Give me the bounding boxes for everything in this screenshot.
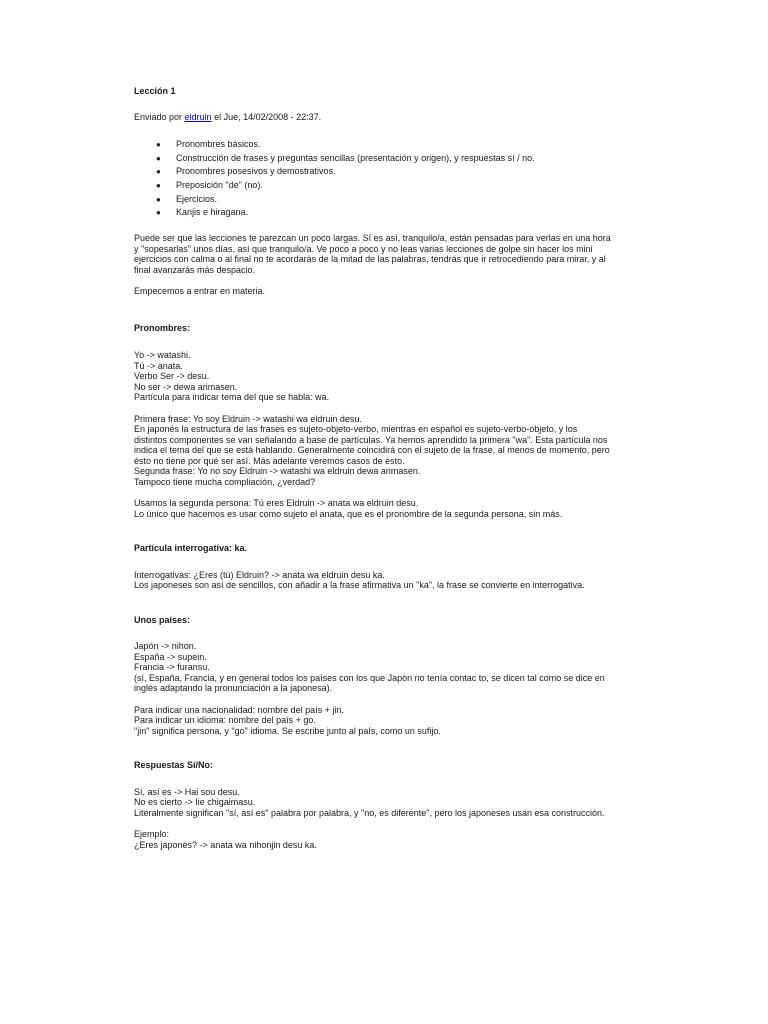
list-item (134, 179, 634, 193)
paragraph-line: Partícula para indicar tema del que se habla: wa. (134, 392, 330, 403)
paragraph-line: Ejemplo: (134, 829, 170, 840)
topic-text: Construcción de frases y preguntas sencillas (presentación y origen), y respuestas sí / no. (176, 152, 535, 163)
post-meta (134, 112, 634, 123)
bullet-icon: ● (156, 181, 161, 191)
paragraph-line: Los japoneses son así de sencillos, con añadir a la frase afirmativa un "ka", la frase se convierte en interrogativa. (134, 580, 585, 591)
paragraph-line: y "sopesarlas" unos días, así que tranquilo/a. Ve poco a poco y no leas varias lecciones de golpe sin hacer los mini (134, 243, 593, 254)
post-meta-prefix: Enviado por (134, 111, 185, 122)
paragraph-line: Interrogativas: ¿Eres (tú) Eldruin? -> anata wa eldruin desu ka. (134, 569, 385, 580)
list-item (134, 193, 634, 207)
paragraph-line: Usamos la segunda persona: Tú eres Eldruin -> anata wa eldruin desu. (134, 498, 419, 509)
paragraph-line: Francia -> furansu. (134, 662, 210, 673)
example-paragraph (134, 829, 634, 850)
start-paragraph: Empecemos a entrar en materia. (134, 286, 266, 297)
second-person-paragraph (134, 498, 634, 519)
topic-text: Kanjis e hiragana. (176, 207, 249, 218)
pronombres-explanation (134, 414, 634, 488)
author-link[interactable]: eldruin (184, 111, 212, 122)
section-heading-respuestas: Respuestas Sí/No: (134, 760, 214, 771)
paragraph-line: distintos componentes se van señalando a base de partículas. Ya hemos aprendido la primera "wa". Esta partícula nos (134, 434, 608, 445)
paragraph-line: Yo -> watashi. (134, 350, 191, 361)
paragraph-line: En japonés la estructura de las frases es sujeto-objeto-verbo, mientras en español es sujeto-verbo-objeto, y los (134, 424, 578, 435)
topic-list (134, 138, 634, 220)
post-meta-date: el Jue, 14/02/2008 - 22:37. (211, 111, 322, 122)
particula-paragraph (134, 570, 634, 591)
section-heading-pronombres: Pronombres: (134, 322, 191, 333)
bullet-icon: ● (156, 208, 161, 218)
bullet-icon: ● (156, 153, 161, 163)
paragraph-line: Para indicar una nacionalidad: nombre del país + jin. (134, 704, 344, 715)
paragraph-line: Japón -> nihon. (134, 641, 197, 652)
bullet-icon: ● (156, 194, 161, 204)
lesson-title: Lección 1 (134, 86, 176, 96)
list-item (134, 152, 634, 166)
paragraph-line: Primera frase: Yo soy Eldruin -> watashi wa eldruin desu. (134, 413, 362, 424)
intro-paragraph (134, 233, 634, 275)
paragraph-line: España -> supein. (134, 651, 207, 662)
paragraph-line: ejercicios con calma o al final no te acordarás de la mitad de las palabras, tendrás que ir retrocediendo para mirar, y al (134, 254, 606, 265)
paises-paragraph (134, 641, 634, 694)
paragraph-line: inglés adaptando la pronunciación a la japonesa). (134, 683, 333, 694)
section-heading-paises: Unos países: (134, 614, 191, 625)
paragraph-line: No ser -> dewa arimasen. (134, 381, 238, 392)
topic-text: Preposición "de" (no). (176, 180, 263, 191)
paragraph-line: Literalmente significan "sí, así es" palabra por palabra, y "no, es diferente", pero los japoneses usan esa construcción. (134, 807, 605, 818)
respuestas-paragraph (134, 787, 634, 819)
bullet-icon: ● (156, 140, 161, 149)
paragraph-line: No es cierto -> Iie chigaimasu. (134, 797, 256, 808)
nationality-paragraph (134, 705, 634, 737)
list-item (134, 138, 634, 152)
bullet-icon: ● (156, 167, 161, 177)
paragraph-line: Puede ser que las lecciones te parezcan un poco largas. Sí es así, tranquilo/a, están pensadas para verlas en una hora (134, 233, 611, 244)
topic-text: Ejercicios. (176, 193, 218, 204)
list-item (134, 165, 634, 179)
paragraph-line: "jin" significa persona, y "go" idioma. Se escribe junto al país, como un sufijo. (134, 725, 441, 736)
paragraph-line: (sí, España, Francia, y en general todos los países con los que Japón no tenía contac to, se dicen tal como se dice en (134, 672, 605, 683)
paragraph-line: Lo único que hacemos es usar como sujeto el anata, que es el pronombre de la segunda persona, sin más. (134, 508, 563, 519)
paragraph-line: Segunda frase: Yo no soy Eldruin -> watashi wa eldruin dewa arimasen. (134, 466, 421, 477)
paragraph-line: Tampoco tiene mucha compliación, ¿verdad? (134, 476, 316, 487)
topic-text: Pronombres posesivos y demostrativos. (176, 166, 336, 177)
document-page (134, 86, 634, 850)
paragraph-line: indica el tema del que se está hablando. Generalmente coincidirá con el sujeto de la frase, al menos de momento, pero (134, 445, 610, 456)
paragraph-line: Para indicar un idioma: nombre del país + go. (134, 715, 316, 726)
paragraph-line: ¿Eres japonés? -> anata wa nihonjin desu ka. (134, 839, 317, 850)
paragraph-line: Tú -> anata. (134, 360, 183, 371)
pronombres-vocab (134, 350, 634, 403)
paragraph-line: ésto no tiene por qué ser así. Más adelante veremos casos de esto. (134, 455, 405, 466)
topic-text: Pronombres básicos. (176, 139, 261, 149)
paragraph-line: Verbo Ser -> desu. (134, 371, 210, 382)
paragraph-line: Sí, así es -> Hai sou desu. (134, 786, 240, 797)
section-heading-particula: Partícula interrogativa: ka. (134, 543, 248, 554)
list-item (134, 206, 634, 220)
paragraph-line: final avanzarás más despacio. (134, 264, 256, 275)
